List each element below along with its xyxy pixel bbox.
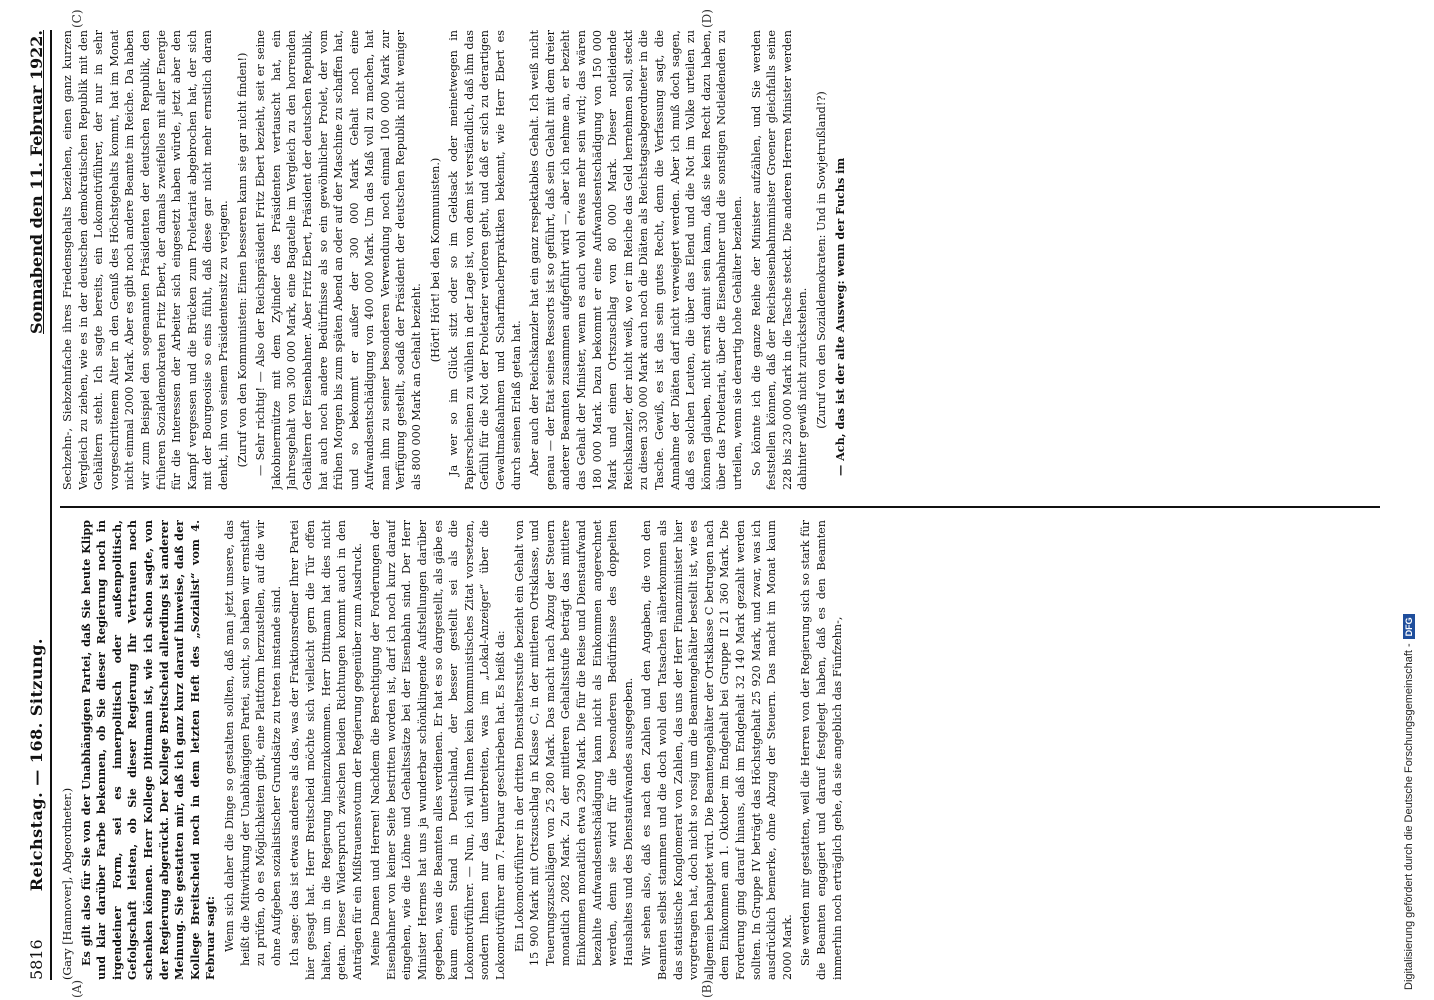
session-title: Reichstag. — 168. Sitzung. <box>26 638 46 892</box>
speaker-note: (Gary [Hannover], Abgeordneter.) <box>61 787 74 980</box>
right-column <box>60 30 1380 490</box>
interjection: (Hört! Hört! bei den Kommunisten.) <box>428 157 442 363</box>
paragraph: Meine Damen und Herren! Nachdem die Berechtigung der Forderungen der Eisenbahner von keiner Seite bestritten worden ist, darf ich noch kurz darauf eingehen, wie die Löhne und Gehaltssätze bei der Eisenbahn sind. Der Herr Minister Hermes hat uns ja wunderbar schönklingende Aufstellungen darüber gegeben, was die Beamten alles verdienen. Er hat es so dargestellt, als gäbe es kaum einen Stand in Deutschland, der besser gestellt sei als die Lokomotivführer. — Nun, ich will Ihnen kein kommunistisches Zitat vorsetzen, sondern Ihnen nur das unterbreiten, was im „Lokal-Anzeiger“ über die Lokomotivführer am 7. Februar geschrieben hat. Es heißt da: <box>369 520 508 980</box>
paragraph: Wir sehen also, daß es nach den Zahlen und den Angaben, die von den Beamten selbst stammen und die doch wohl den Tatsachen näherkommen als das statistische Konglomerat von Zahlen, das uns der Herr Finanzminister hier vorgetragen hat, doch nicht so rosig um die Beamtengehälter bestellt ist, wie es allgemein behauptet wird. Die Beamtengehälter der Ortsklasse C betrugen nach dem Einkommen am 1. Oktober im Endgehalt bei Gruppe II 21 360 Mark. Die Forderung ging darauf hinaus, daß im Endgehalt 32 140 Mark gezahlt werden sollten. In Gruppe IV beträgt das Höchstgehalt 25 920 Mark, und zwar, was ich ausdrücklich bemerke, ohne Abzug der Steuern. Das macht im Monat kaum 2000 Mark. <box>640 520 794 980</box>
quote: Wenn sich daher die Dinge so gestalten sollten, daß man jetzt unsere, das heißt die Mitwirkung der Unabhängigen Partei, sucht, so haben wir ernsthaft zu prüfen, ob es Möglichkeiten gibt, eine Plattform herzustellen, auf die wir ohne Aufgeben sozialistischer Grundsätze zu treten imstande sind. <box>222 520 283 966</box>
paragraph: — Sehr richtig! — Also der Reichspräsident Fritz Ebert bezieht, seit er seine Jakobinermütze mit dem Zylinder des Präsidenten vertauscht hat, ein Jahresgehalt von 300 000 Mark, eine Bagatelle im Vergleich zu den horrenden Gehältern der Eisenbahner. Aber Fritz Ebert, Präsident der deutschen Republik, hat auch noch andere Bedürfnisse als so ein gewöhnlicher Prolet, der vom frühen Morgen bis zum späten Abend an oder auf der Maschine zu schaffen hat, und so bekommt er außer der 300 000 Mark Gehalt noch eine Aufwandsentschädigung von 400 000 Mark. Um das Maß voll zu machen, hat man ihm zu seiner besonderen Verwendung noch einmal 100 000 Mark zur Verfügung gestellt, sodaß der Präsident der deutschen Republik nicht weniger als 800 000 Mark an Gehalt bezieht. <box>254 30 424 490</box>
margin-mark-b: (B) <box>700 979 714 998</box>
session-date: Sonnabend den 11. Februar 1922. <box>26 30 46 334</box>
interjection: (Zuruf von den Sozialdemokraten: Und in Sowjetrußland!?) <box>814 91 828 429</box>
interjection: (Zuruf von den Kommunisten: Einen besseren kann sie gar nicht finden!) <box>235 52 249 468</box>
paragraph: — Ach, das ist der alte Ausweg: wenn der Fuchs im <box>832 157 847 476</box>
page-number: 5816 <box>26 939 46 980</box>
page-header <box>22 30 52 980</box>
margin-mark-c: (C) <box>70 9 84 28</box>
quote: Ein Lokomotivführer in der dritten Dienstaltersstufe bezieht ein Gehalt von 15 900 Mark mit Ortszuschlag in Klasse C, in der mittleren Ortsklasse, und Teuerungszuschlägen von 25 280 Mark. Das macht nach Abzug der Steuern monatlich 2082 Mark. Zu der mittleren Gehaltsstufe beträgt das mittlere Einkommen monatlich etwa 2390 Mark. Die für die Reise und Dienstaufwand bezahlte Aufwandsentschädigung kann nicht als Einkommen angerechnet werden, denn sie wird für die besonderen Bedürfnisse des doppelten Haushaltes und des Dienstaufwandes ausgegeben. <box>512 520 635 966</box>
paragraph: Es gilt also für Sie von der Unabhängigen Partei, daß Sie heute Klipp und klar darüber Farbe bekennen, ob Sie dieser Regierung noch in irgendeiner Form, sei es innerpolitisch oder außenpolitisch, Gefolgschaft leisten, ob Sie dieser Regierung Ihr Vertrauen noch schenken können. Herr Kollege Dittmann ist, wie ich schon sagte, von der Regierung abgerückt. Der Kollege Breitscheid allerdings ist anderer Meinung. Sie gestatten mir, daß ich ganz kurz darauf hinweise, daß der Kollege Breitscheid noch in dem letzten Heft des „Sozialist“ vom 4. Februar sagt: <box>78 520 218 980</box>
margin-mark-a: (A) <box>70 979 84 998</box>
dfg-logo: DFG <box>1403 614 1415 639</box>
column-divider <box>60 506 1380 508</box>
paragraph: So könnte ich die ganze Reihe der Minister aufzählen, und Sie werden feststellen können, daß der Reichseisenbahnminister Groener gleichfalls seine 228 bis 230 000 Mark in die Tasche steckt. Die anderen Herren Minister werden dahinter gewiß nicht zurückstehen. <box>749 30 810 490</box>
digitization-credit <box>1400 10 1420 990</box>
paragraph: Sie werden mir gestatten, weil die Herren von der Regierung sich so stark für die Beamten engagiert und darauf festgelegt haben, daß es den Beamten immerhin noch erträglich gehe, da sie angeblich das Fünfzehn-, <box>799 520 844 980</box>
paragraph: Sechzehn-, Siebzehnfache ihres Friedensgehalts beziehen, einen ganz kurzen Vergleich zu ziehen, wie es in der deutschen demokratischen Republik mit den Gehältern steht. Ich sagte bereits, ein Lokomotivführer, der nur in sehr vorgeschrittenem Alter in den Genuß des Höchstgehalts kommt, hat im Monat nicht einmal 2000 Mark. Aber es gibt noch andere Beamte im Reiche. Da haben wir zum Beispiel den sogenannten Präsidenten der deutschen Republik, den früheren Sozialdemokraten Fritz Ebert, der damals zweifellos mit aller Energie für die Interessen der Arbeiter sich eingesetzt haben würde, jetzt aber den Kampf vergessen und die Brücken zum Proletariat abgebrochen hat, der sich mit der Bourgeoisie so eins fühlt, daß diese gar nicht mehr ernstlich daran denkt, ihn von seinem Präsidentensitz zu verjagen. <box>61 30 230 490</box>
paragraph: Aber auch der Reichskanzler hat ein ganz respektables Gehalt. Ich weiß nicht genau — der Etat seines Ressorts ist so geführt, daß sein Gehalt mit dem dreier anderer Beamten zusammen aufgeführt wird —, aber ich nehme an, er bezieht das Gehalt der Minister, wenn es auch wohl etwas mehr sein wird; das wären 180 000 Mark. Dazu bekommt er eine Aufwandsentschädigung von 150 000 Mark und einen Ortszuschlag von 80 000 Mark. Dieser notleidende Reichskanzler, der nicht weiß, wo er im Reiche das Geld hernehmen soll, steckt zu diesen 330 000 Mark auch noch die Diäten als Reichstagsabgeordneter in die Tasche. Gewiß, es ist das sein gutes Recht, denn die Verfassung sagt, die Annahme der Diäten darf nicht verweigert werden. Aber ich muß doch sagen, daß es solchen Leuten, die über das Elend und die Not im Volke urteilen zu können glauben, nicht ernst damit sein kann, daß sie kein Recht dazu haben, über das Proletariat, über die Eisenbahner und die sonstigen Notleidenden zu urteilen, wenn sie derartig hohe Gehälter beziehen. <box>528 30 744 490</box>
left-column <box>60 520 1380 980</box>
paragraph: Ja wer so im Glück sitzt oder so im Geldsack oder meinetwegen in Papierscheinen zu wühlen in der Lage ist, von dem ist verständlich, daß ihm das Gefühl für die Not der Proletarier verloren geht, und daß er sich zu derartigen Gewaltmaßnahmen und Scharfmacherpraktiken bekennt, wie Herr Ebert es durch seinen Erlaß getan hat. <box>447 30 523 490</box>
margin-mark-d: (D) <box>700 9 714 28</box>
paragraph: Ich sage: das ist etwas anderes als das, was der Fraktionsredner Ihrer Partei hier gesagt hat. Herr Breitscheid möchte sich vielleicht gern die Tür offen halten, um in die Regierung hineinzukommen. Herr Dittmann hat dies nicht getan. Dieser Widerspruch zwischen beiden Richtungen kommt auch in den Anträgen für ein Mißtrauensvotum der Regierung gegenüber zum Ausdruck. <box>288 520 364 980</box>
credit-text: Digitalisierung gefördert durch die Deutsche Forschungsgemeinschaft - <box>1403 643 1415 990</box>
